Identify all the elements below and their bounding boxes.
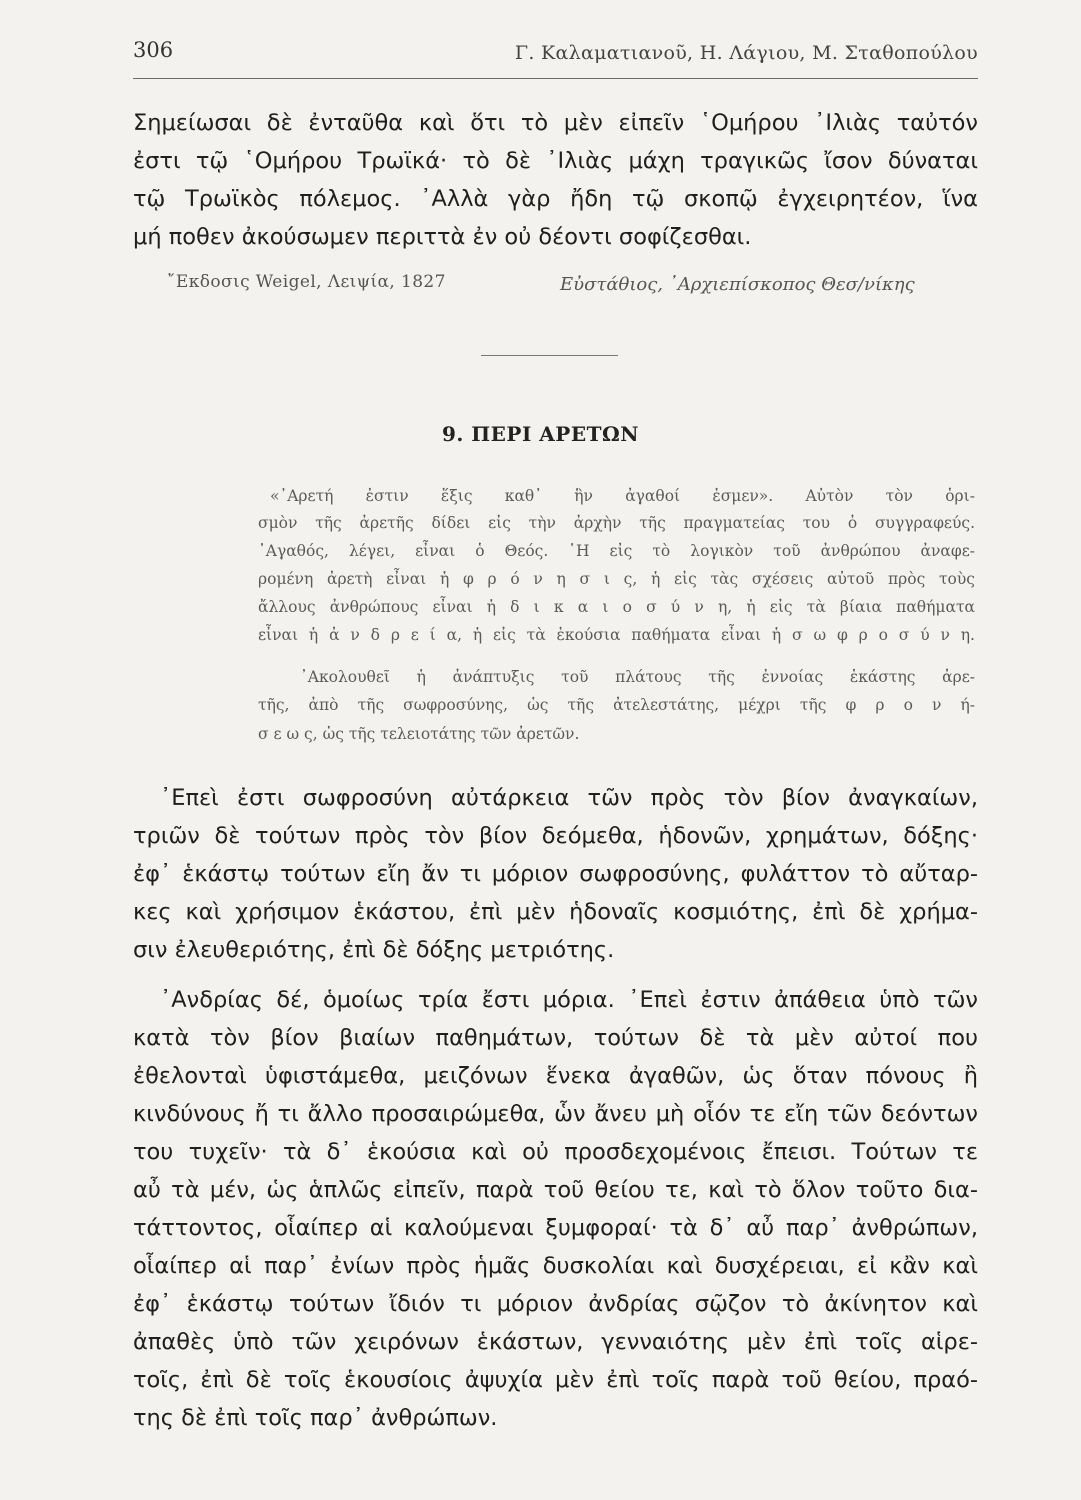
- page-number: 306: [133, 38, 174, 62]
- body-line: τοῖς, ἐπὶ δὲ τοῖς ἑκουσίοις ἀψυχία μὲν ἐπὶ τοῖς παρὰ τοῦ θείου, πραό-: [133, 1367, 978, 1393]
- edition-note: ῎Εκδοσις Weigel, Λειψία, 1827: [167, 272, 446, 292]
- commentary-line: σ ε ω ς, ὡς τῆς τελειοτάτης τῶν ἀρετῶν.: [258, 725, 580, 743]
- quote-line: μή ποθεν ἀκούσωμεν περιττὰ ἐν οὐ δέοντι σοφίζεσθαι.: [133, 224, 752, 250]
- body-line: τάττοντος, οἷαίπερ αἱ καλούμεναι ξυμφοραί· τὰ δ᾿ αὖ παρ᾿ ἀνθρώπων,: [133, 1215, 978, 1241]
- page-header: [133, 38, 978, 78]
- commentary-line: τῆς, ἀπὸ τῆς σωφροσύνης, ὡς τῆς ἀτελεστάτης, μέχρι τῆς φ ρ ο ν ή-: [258, 696, 975, 714]
- quote-line: τῷ Τρωϊκὸς πόλεμος. ᾿Αλλὰ γὰρ ἤδη τῷ σκοπῷ ἐγχειρητέον, ἵνα: [133, 186, 978, 212]
- commentary-line: ρομένη ἀρετὴ εἶναι ἡ φ ρ ό ν η σ ι ς, ἡ εἰς τὰς σχέσεις αὐτοῦ πρὸς τοὺς: [258, 570, 975, 588]
- quote-line: ἐστι τῷ ῾Ομήρου Τρωϊκά· τὸ δὲ ᾿Ιλιὰς μάχη τραγικῶς ἴσον δύναται: [133, 148, 978, 174]
- body-line: του τυχεῖν· τὰ δ᾿ ἑκούσια καὶ οὐ προσδεχομένοις ἔπεισι. Τούτων τε: [133, 1139, 978, 1165]
- section-divider: [481, 355, 618, 356]
- body-line: σιν ἐλευθεριότης, ἐπὶ δὲ δόξης μετριότης.: [133, 937, 615, 963]
- body-line: κατὰ τὸν βίον βιαίων παθημάτων, τούτων δὲ τὰ μὲν αὐτοί που: [133, 1025, 978, 1051]
- body-line: ἐφ᾿ ἑκάστῳ τούτων εἴη ἄν τι μόριον σωφροσύνης, φυλάττον τὸ αὔταρ-: [133, 861, 978, 887]
- commentary-line: σμὸν τῆς ἀρετῆς δίδει εἰς τὴν ἀρχὴν τῆς πραγματείας του ὁ συγγραφεύς.: [258, 514, 975, 532]
- commentary-line: ἄλλους ἀνθρώπους εἶναι ἡ δ ι κ α ι ο σ ύ ν η, ἡ εἰς τὰ βίαια παθήματα: [258, 598, 975, 616]
- body-line: τριῶν δὲ τούτων πρὸς τὸν βίον δεόμεθα, ἡδονῶν, χρημάτων, δόξης·: [133, 823, 978, 849]
- quote-author: Εὐστάθιος, ᾿Αρχιεπίσκοπος Θεσ/νίκης: [560, 274, 915, 295]
- body-line: ᾿Επεὶ ἐστι σωφροσύνη αὐτάρκεια τῶν πρὸς τὸν βίον ἀναγκαίων,: [160, 785, 978, 811]
- commentary-line: ᾿Ακολουθεῖ ἡ ἀνάπτυξις τοῦ πλάτους τῆς ἐννοίας ἑκάστης ἀρε-: [300, 668, 975, 686]
- quote-line: Σημείωσαι δὲ ἐνταῦθα καὶ ὅτι τὸ μὲν εἰπεῖν ῾Ομήρου ᾿Ιλιὰς ταὐτόν: [133, 110, 978, 136]
- body-line: κες καὶ χρήσιμον ἑκάστου, ἐπὶ μὲν ἡδοναῖς κοσμιότης, ἐπὶ δὲ χρήμα-: [133, 899, 978, 925]
- body-line: κινδύνους ἤ τι ἄλλο προσαιρώμεθα, ὧν ἄνευ μὴ οἷόν τε εἴη τῶν δεόντων: [133, 1101, 978, 1127]
- header-rule: [133, 78, 978, 79]
- body-line: ἐφ᾿ ἑκάστῳ τούτων ἴδιόν τι μόριον ἀνδρίας σῷζον τὸ ἀκίνητον καὶ: [133, 1291, 978, 1317]
- section-heading: 9. ΠΕΡΙ ΑΡΕΤΩΝ: [441, 422, 640, 446]
- body-line: οἷαίπερ αἱ παρ᾿ ἐνίων πρὸς ἡμᾶς δυσκολίαι καὶ δυσχέρειαι, εἰ κἂν καὶ: [133, 1253, 978, 1279]
- body-line: της δὲ ἐπὶ τοῖς παρ᾿ ἀνθρώπων.: [133, 1405, 498, 1431]
- body-line: αὖ τὰ μέν, ὡς ἁπλῶς εἰπεῖν, παρὰ τοῦ θείου τε, καὶ τὸ ὅλον τοῦτο δια-: [133, 1177, 978, 1203]
- body-line: ᾿Ανδρίας δέ, ὁμοίως τρία ἔστι μόρια. ᾿Επεὶ ἐστιν ἀπάθεια ὑπὸ τῶν: [160, 987, 978, 1013]
- commentary-line: ᾿Αγαθός, λέγει, εἶναι ὁ Θεός. ῾Η εἰς τὸ λογικὸν τοῦ ἀνθρώπου ἀναφε-: [258, 542, 975, 560]
- running-head: Γ. Καλαματιανοῦ, Η. Λάγιου, Μ. Σταθοπούλου: [514, 42, 978, 64]
- body-line: ἐθελονταὶ ὑφιστάμεθα, μειζόνων ἕνεκα ἀγαθῶν, ὡς ὅταν πόνους ἢ: [133, 1063, 978, 1089]
- commentary-line: εἶναι ἡ ἀ ν δ ρ ε ί α, ἡ εἰς τὰ ἑκούσια παθήματα εἶναι ἡ σ ω φ ρ ο σ ύ ν η.: [258, 626, 975, 644]
- body-line: ἀπαθὲς ὑπὸ τῶν χειρόνων ἑκάστων, γενναιότης μὲν ἐπὶ τοῖς αἱρε-: [133, 1329, 978, 1355]
- commentary-line: «᾿Αρετή ἐστιν ἕξις καθ᾿ ἣν ἀγαθοί ἐσμεν». Αὐτὸν τὸν ὁρι-: [270, 487, 975, 505]
